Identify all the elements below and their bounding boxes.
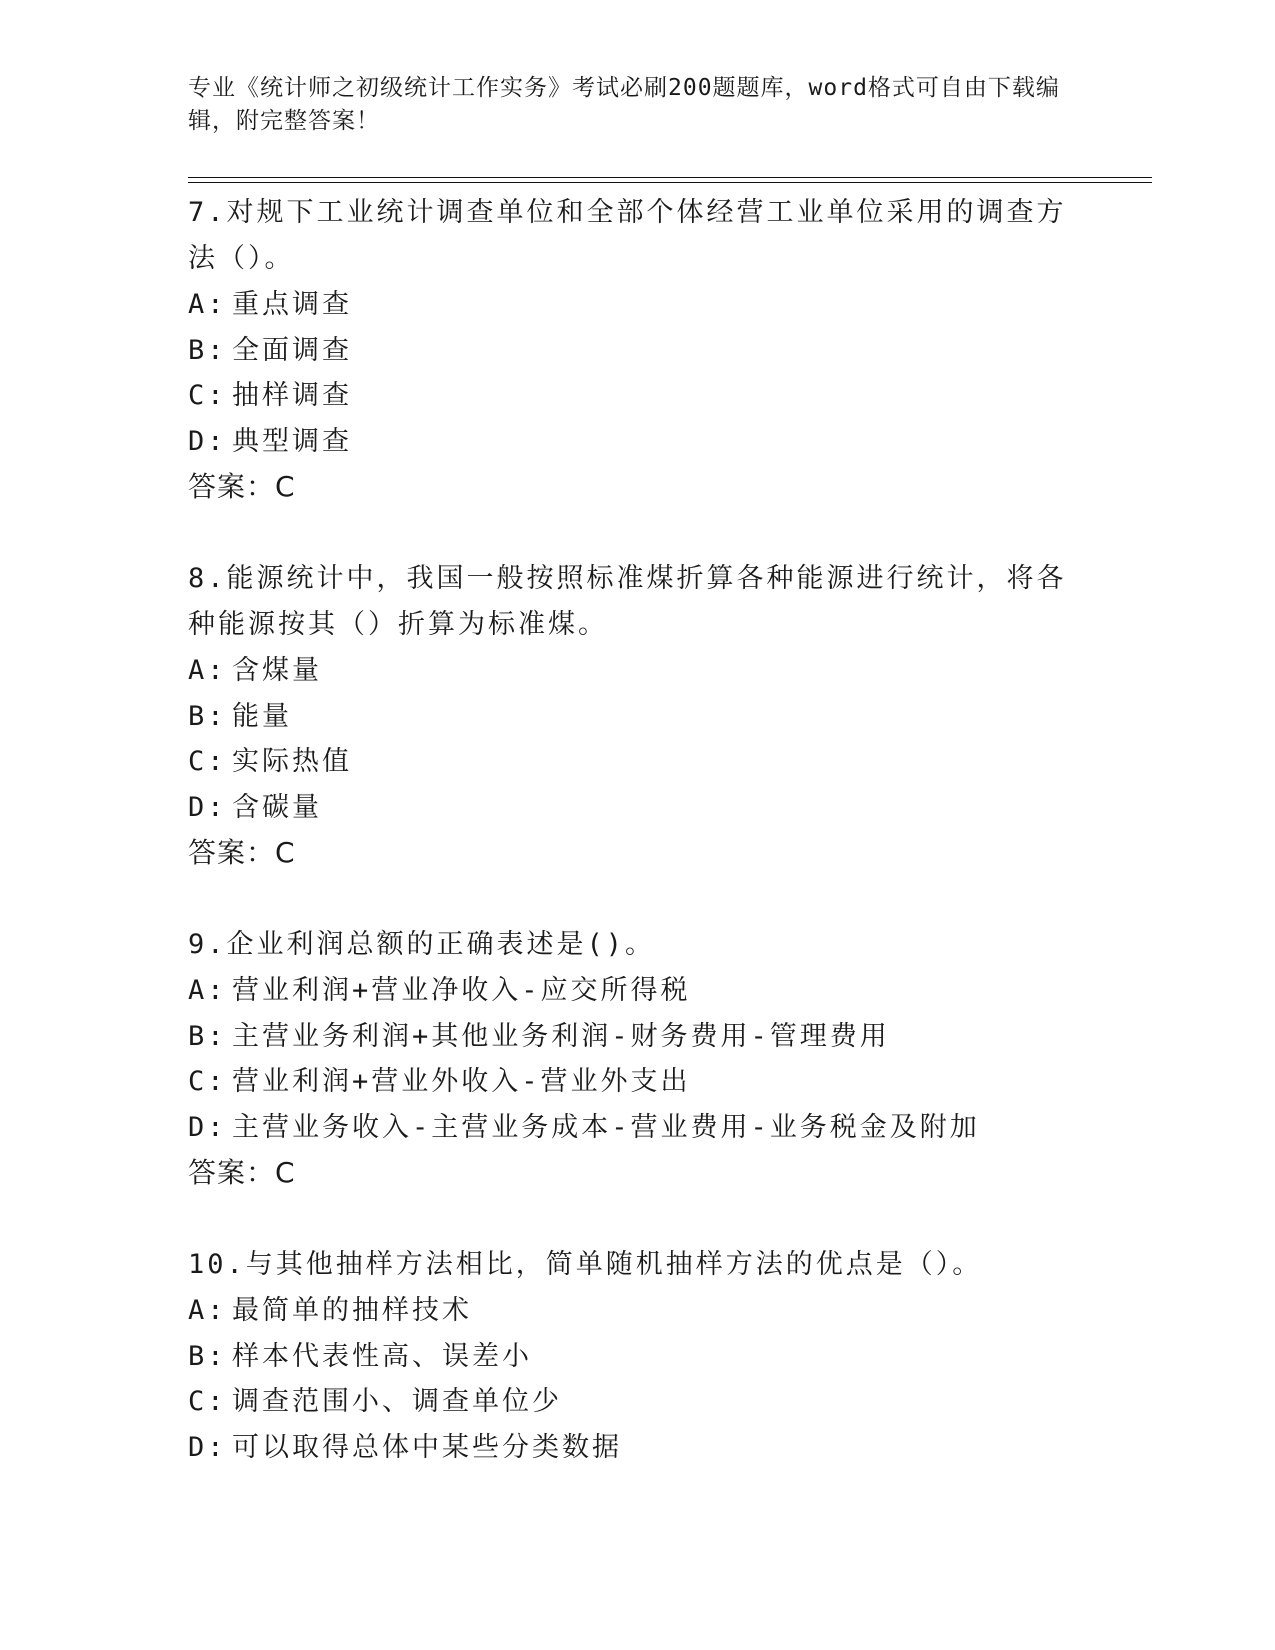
option-a — [188, 282, 1088, 328]
option-d — [188, 419, 1088, 465]
option-a — [188, 968, 1088, 1014]
header-divider-bottom — [188, 182, 1152, 183]
option-text: 可以取得总体中某些分类数据 — [232, 1431, 622, 1463]
option-text: 主营业务利润+其他业务利润-财务费用-管理费用 — [232, 1020, 890, 1052]
option-a — [188, 1288, 1088, 1334]
option-key: C: — [188, 746, 227, 777]
option-text: 主营业务收入-主营业务成本-营业费用-业务税金及附加 — [232, 1111, 980, 1143]
option-text: 样本代表性高、误差小 — [232, 1340, 532, 1372]
option-key: C: — [188, 380, 227, 411]
option-key: B: — [188, 700, 227, 732]
question-8 — [188, 556, 1088, 876]
option-text: 典型调查 — [232, 425, 352, 457]
question-text: 10.与其他抽样方法相比，简单随机抽样方法的优点是（）。 — [188, 1249, 983, 1280]
answer-line: 答案：C — [188, 836, 296, 869]
option-text: 抽样调查 — [232, 380, 352, 411]
option-text: 能量 — [232, 700, 292, 732]
question-9 — [188, 922, 1088, 1196]
option-key: C: — [188, 1066, 227, 1097]
option-c — [188, 1059, 1088, 1105]
option-d — [188, 785, 1088, 831]
document-header: 专业《统计师之初级统计工作实务》考试必刷200题题库，word格式可自由下载编辑，附完整答案！ — [188, 75, 1060, 134]
question-7 — [188, 190, 1088, 510]
option-text: 最简单的抽样技术 — [232, 1295, 472, 1326]
question-text: 8.能源统计中，我国一般按照标准煤折算各种能源进行统计，将各种能源按其（）折算为标准煤。 — [188, 563, 1067, 640]
option-b — [188, 694, 1088, 740]
option-key: D: — [188, 791, 227, 823]
option-key: D: — [188, 1111, 227, 1143]
option-b — [188, 328, 1088, 374]
question-10 — [188, 1242, 1088, 1470]
option-c — [188, 373, 1088, 419]
option-key: C: — [188, 1386, 227, 1417]
option-key: B: — [188, 334, 227, 366]
question-text: 7.对规下工业统计调查单位和全部个体经营工业单位采用的调查方法（）。 — [188, 197, 1067, 274]
option-text: 实际热值 — [232, 746, 352, 777]
option-c — [188, 739, 1088, 785]
option-text: 营业利润+营业外收入-营业外支出 — [232, 1066, 691, 1097]
option-b — [188, 1334, 1088, 1380]
option-text: 重点调查 — [232, 289, 352, 320]
option-key: B: — [188, 1340, 227, 1372]
option-text: 含煤量 — [232, 655, 322, 686]
answer-line: 答案：C — [188, 470, 296, 503]
option-d — [188, 1105, 1088, 1151]
answer-line: 答案：C — [188, 1156, 296, 1189]
option-key: A: — [188, 975, 227, 1006]
option-a — [188, 648, 1088, 694]
option-key: B: — [188, 1020, 227, 1052]
question-text: 9.企业利润总额的正确表述是()。 — [188, 929, 656, 960]
option-key: A: — [188, 289, 227, 320]
option-text: 调查范围小、调查单位少 — [232, 1386, 562, 1417]
option-text: 全面调查 — [232, 334, 352, 366]
option-key: A: — [188, 655, 227, 686]
option-d — [188, 1425, 1088, 1471]
question-list — [188, 190, 1088, 1470]
option-text: 营业利润+营业净收入-应交所得税 — [232, 975, 691, 1006]
option-b — [188, 1014, 1088, 1060]
option-key: D: — [188, 425, 227, 457]
header-divider-top — [188, 177, 1152, 178]
option-key: D: — [188, 1431, 227, 1463]
option-c — [188, 1379, 1088, 1425]
option-key: A: — [188, 1295, 227, 1326]
option-text: 含碳量 — [232, 791, 322, 823]
